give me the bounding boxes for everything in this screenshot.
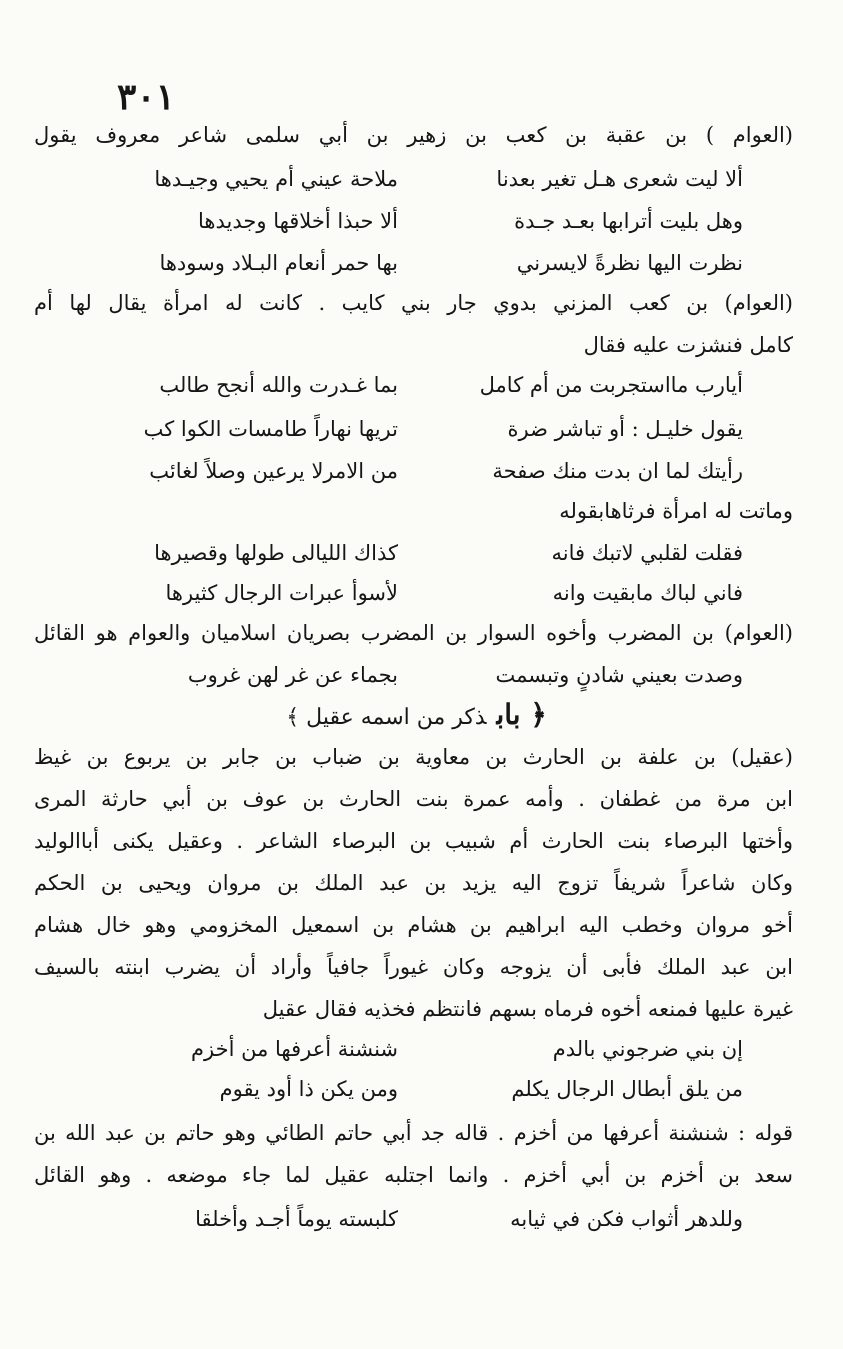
verse-line: [0, 1030, 843, 1070]
verse-first-hemistich: ألا ليت شعرى هـل تغير بعدنا: [496, 167, 743, 191]
verse-line: [0, 1200, 843, 1240]
verse-second-hemistich: ملاحة عيني أم يحيي وجيـدها: [154, 167, 398, 191]
verse-second-hemistich: من الامرلا يرعين وصلاً لغائب: [149, 459, 398, 483]
prose-line: (عقيل) بن علفة بن الحارث بن معاوية بن ضباب بن جابر بن يربوع بن غيظ: [34, 745, 793, 769]
chapter-word: ﴿ باب: [496, 698, 547, 731]
prose-line-end: غيرة عليها فمنعه أخوه فرماه بسهم فانتظم فخذيه فقال عقيل: [262, 997, 793, 1021]
verse-first-hemistich: إن بني ضرجوني بالدم: [552, 1037, 743, 1061]
verse-second-hemistich: بما غـدرت والله أنجح طالب: [159, 373, 398, 397]
page-number: ٣٠١: [116, 76, 175, 118]
prose-line: أخو مروان وخطب اليه ابراهيم بن هشام بن اسمعيل المخزومي وهو خال هشام: [34, 913, 793, 937]
verse-second-hemistich: ألا حبذا أخلاقها وجديدها: [198, 209, 398, 233]
verse-second-hemistich: بها حمر أنعام البـلاد وسودها: [159, 251, 398, 275]
chapter-heading: [0, 696, 843, 737]
verse-line: [0, 452, 843, 492]
prose-line: (العوام) بن المضرب وأخوه السوار بن المضرب بصريان اسلاميان والعوام هو القائل: [34, 621, 793, 645]
prose-line-end: كامل فنشزت عليه فقال: [583, 333, 793, 357]
verse-first-hemistich: وهل بليت أترابها بعـد جـدة: [514, 209, 743, 233]
chapter-bracket: ﴾: [286, 705, 307, 730]
verse-second-hemistich: بجماء عن غر لهن غروب: [187, 663, 398, 687]
verse-first-hemistich: فاني لباك مابقيت وانه: [552, 581, 743, 605]
verse-line: [0, 534, 843, 574]
verse-second-hemistich: تريها نهاراً طامسات الكوا كب: [143, 417, 398, 441]
verse-second-hemistich: لأسوأ عبرات الرجال كثيرها: [165, 581, 398, 605]
prose-line: وكان شاعراً شريفاً تزوج اليه يزيد بن عبد الملك بن مروان ويحيى بن الحكم: [34, 871, 793, 895]
verse-line: [0, 656, 843, 696]
verse-first-hemistich: من يلق أبطال الرجال يكلم: [511, 1077, 743, 1101]
verse-first-hemistich: أيارب مااستجربت من أم كامل: [479, 373, 743, 397]
verse-second-hemistich: كلبسته يوماً أجـد وأخلقا: [195, 1207, 398, 1231]
verse-line: [0, 366, 843, 406]
verse-first-hemistich: وللدهر أثواب فكن في ثيابه: [510, 1207, 743, 1231]
verse-line: [0, 410, 843, 450]
verse-line: [0, 160, 843, 200]
verse-line: [0, 1070, 843, 1110]
prose-line: (العوام ) بن عقبة بن كعب بن زهير بن أبي سلمى شاعر معروف يقول: [34, 123, 793, 147]
verse-first-hemistich: وصدت بعيني شادنٍ وتبسمت: [495, 663, 743, 687]
verse-line: [0, 244, 843, 284]
verse-second-hemistich: ومن يكن ذا أود يقوم: [219, 1077, 398, 1101]
verse-second-hemistich: شنشنة أعرفها من أخزم: [191, 1037, 398, 1061]
chapter-title: ذكر من اسمه عقيل: [306, 705, 487, 730]
prose-line: ابن عبد الملك فأبى أن يزوجه وكان غيوراً جافياً وأراد أن يضرب ابنته بالسيف: [34, 955, 793, 979]
verse-first-hemistich: رأيتك لما ان بدت منك صفحة: [492, 459, 743, 483]
verse-line: [0, 202, 843, 242]
verse-first-hemistich: فقلت لقلبي لاتبك فانه: [551, 541, 743, 565]
prose-line: سعد بن أخزم بن أبي أخزم . وانما اجتلبه عقيل لما جاء موضعه . وهو القائل: [34, 1163, 793, 1187]
prose-line: قوله : شنشنة أعرفها من أخزم . قاله جد أبي حاتم الطائي وهو حاتم بن عبد الله بن: [34, 1121, 793, 1145]
verse-first-hemistich: يقول خليـل : أو تباشر ضرة: [507, 417, 743, 441]
prose-line: (العوام) بن كعب المزني بدوي جار بني كايب . كانت له امرأة يقال لها أم: [34, 291, 793, 315]
verse-line: [0, 574, 843, 614]
verse-second-hemistich: كذاك الليالى طولها وقصيرها: [154, 541, 398, 565]
prose-line: ابن مرة من غطفان . وأمه عمرة بنت الحارث بن عوف بن أبي حارثة المرى: [34, 787, 793, 811]
prose-line-end: وماتت له امرأة فرثاهابقوله: [559, 499, 793, 523]
verse-first-hemistich: نظرت اليها نظرةً لايسرني: [516, 251, 743, 275]
prose-line: وأختها البرصاء بنت الحارث أم شبيب بن البرصاء الشاعر . وعقيل يكنى أباالوليد: [34, 829, 793, 853]
